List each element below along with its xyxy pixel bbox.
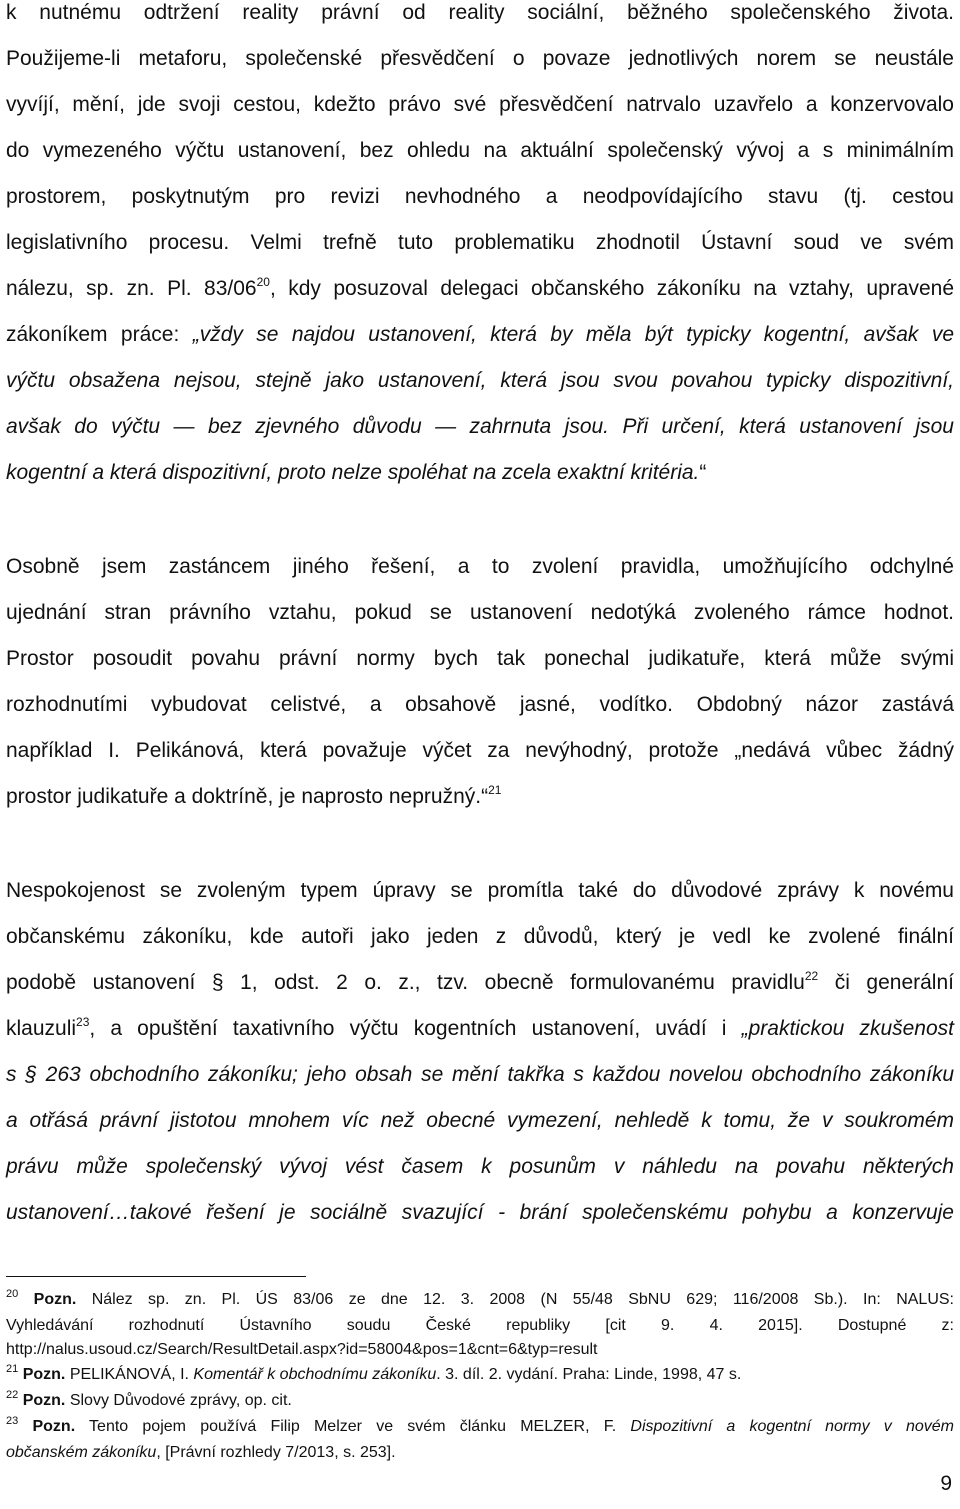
footnote-ref-22: 22 bbox=[804, 969, 819, 983]
footnote-title: občanském zákoníku bbox=[6, 1444, 157, 1461]
text-span: nálezu, sp. zn. Pl. 83/06 bbox=[6, 277, 257, 300]
footnote-text: Slovy Důvodové zprávy, op. cit. bbox=[65, 1392, 292, 1409]
footnote-text: , [Právní rozhledy 7/2013, s. 253]. bbox=[156, 1444, 396, 1461]
body-line bbox=[6, 970, 954, 996]
footnote-text: Nález sp. zn. Pl. ÚS 83/06 ze dne 12. 3. 2008 (N 55/48 SbNU 629; 116/2008 Sb.). In: NALUS: bbox=[76, 1291, 954, 1308]
footnote-text: . 3. díl. 2. vydání. Praha: Linde, 1998, 47 s. bbox=[436, 1366, 742, 1383]
footnote-title: Komentář k obchodnímu zákoníku bbox=[193, 1366, 437, 1383]
footnote-line: Vyhledávání rozhodnutí Ústavního soudu České republiky [cit 9. 4. 2015]. Dostupné z: bbox=[6, 1317, 954, 1334]
footnote-label: Pozn. bbox=[33, 1291, 77, 1308]
footnote-number: 21 bbox=[6, 1363, 19, 1375]
text-span: , a opuštění taxativního výčtu kogentních ustanovení, uvádí i bbox=[89, 1017, 742, 1040]
body-line: například I. Pelikánová, která považuje výčet za nevýhodný, protože „nedává vůbec žádný bbox=[6, 739, 954, 762]
footnote-text: PELIKÁNOVÁ, I. bbox=[65, 1366, 194, 1383]
page-number: 9 bbox=[940, 1472, 952, 1495]
body-line: legislativního procesu. Velmi trefně tuto problematiku zhodnotil Ústavní soud ve svém bbox=[6, 231, 954, 254]
body-line: ujednání stran právního vztahu, pokud se ustanovení nedotýká zvoleného rámce hodnot. bbox=[6, 601, 954, 624]
quote-line: právu může společenský vývoj vést časem k posunům v náhledu na povahu některých bbox=[6, 1155, 954, 1178]
body-line: k nutnému odtržení reality právní od reality sociální, běžného společenského života. bbox=[6, 1, 954, 24]
footnote-ref-23: 23 bbox=[76, 1015, 90, 1029]
footnote-number: 23 bbox=[6, 1415, 19, 1427]
footnote-23 bbox=[6, 1417, 954, 1437]
footnote-url: http://nalus.usoud.cz/Search/ResultDetail.aspx?id=58004&pos=1&cnt=6&typ=result bbox=[6, 1341, 598, 1358]
quote-span: „praktickou zkušenost bbox=[741, 1017, 954, 1040]
footnote-21 bbox=[6, 1365, 954, 1385]
footnote-separator bbox=[6, 1276, 306, 1277]
footnote-22 bbox=[6, 1391, 954, 1411]
body-line: do vymezeného výčtu ustanovení, bez ohledu na aktuální společenský vývoj a s minimálním bbox=[6, 139, 954, 162]
body-line bbox=[6, 322, 954, 348]
quote-line: výčtu obsažena nejsou, stejně jako ustanovení, která jsou svou povahou typicky dispozitivní, bbox=[6, 369, 954, 392]
text-span: zákoníkem práce: bbox=[6, 323, 193, 346]
footnote-label: Pozn. bbox=[22, 1366, 66, 1383]
quote-span: kogentní a která dispozitivní, proto nelze spoléhat na zcela exaktní kritéria. bbox=[6, 461, 700, 484]
quote-line: avšak do výčtu — bez zjevného důvodu — zahrnuta jsou. Při určení, která ustanovení jsou bbox=[6, 415, 954, 438]
quote-line: s § 263 obchodního zákoníku; jeho obsah se mění takřka s každou novelou obchodního zákoníku bbox=[6, 1063, 954, 1086]
body-line bbox=[6, 276, 954, 302]
body-line: Prostor posoudit povahu právní normy bych tak ponechal judikatuře, která může svými bbox=[6, 647, 954, 670]
quote-line: ustanovení…takové řešení je sociálně svazující - brání společenskému pohybu a konzervuje bbox=[6, 1201, 954, 1224]
body-line: Nespokojenost se zvoleným typem úpravy se promítla také do důvodové zprávy k novému bbox=[6, 879, 954, 902]
body-line bbox=[6, 784, 954, 810]
footnote-ref-20: 20 bbox=[256, 275, 270, 289]
quote-line bbox=[6, 460, 954, 486]
text-span: prostor judikatuře a doktríně, je naprosto nepružný.“ bbox=[6, 785, 489, 808]
text-span: , kdy posuzoval delegaci občanského zákoníku na vztahy, upravené bbox=[269, 277, 954, 300]
footnote-line bbox=[6, 1443, 954, 1463]
footnote-number: 20 bbox=[6, 1288, 19, 1300]
footnote-ref-21: 21 bbox=[488, 783, 502, 797]
quote-span: „vždy se najdou ustanovení, která by měla být typicky kogentní, avšak ve bbox=[192, 323, 954, 346]
footnote-label: Pozn. bbox=[22, 1392, 66, 1409]
body-line: rozhodnutími vybudovat celistvé, a obsahově jasné, vodítko. Obdobný názor zastává bbox=[6, 693, 954, 716]
body-line bbox=[6, 1016, 954, 1042]
footnote-20 bbox=[6, 1290, 954, 1310]
footnote-number: 22 bbox=[6, 1389, 19, 1401]
body-line: Osobně jsem zastáncem jiného řešení, a to zvolení pravidla, umožňujícího odchylné bbox=[6, 555, 954, 578]
text-span: či generální bbox=[818, 971, 954, 994]
text-span: klauzuli bbox=[6, 1017, 77, 1040]
body-line: občanskému zákoníku, kde autoři jako jeden z důvodů, který je vedl ke zvolené finální bbox=[6, 925, 954, 948]
body-line: Použijeme-li metaforu, společenské přesvědčení o povaze jednotlivých norem se neustále bbox=[6, 47, 954, 70]
text-span: podobě ustanovení § 1, odst. 2 o. z., tzv. obecně formulovanému pravidlu bbox=[6, 971, 805, 994]
quote-line: a otřásá právní jistotou mnohem víc než obecné vymezení, nehledě k tomu, že v soukromém bbox=[6, 1109, 954, 1132]
footnote-title: Dispozitivní a kogentní normy v novém bbox=[630, 1418, 955, 1435]
footnote-text: Tento pojem používá Filip Melzer ve svém článku MELZER, F. bbox=[75, 1418, 631, 1435]
body-line: vyvíjí, mění, jde svoji cestou, kdežto právo své přesvědčení natrvalo uzavřelo a konzervovalo bbox=[6, 93, 954, 116]
body-line: prostorem, poskytnutým pro revizi nevhodného a neodpovídajícího stavu (tj. cestou bbox=[6, 185, 954, 208]
footnote-label: Pozn. bbox=[32, 1418, 76, 1435]
closing-quote: “ bbox=[699, 461, 707, 484]
